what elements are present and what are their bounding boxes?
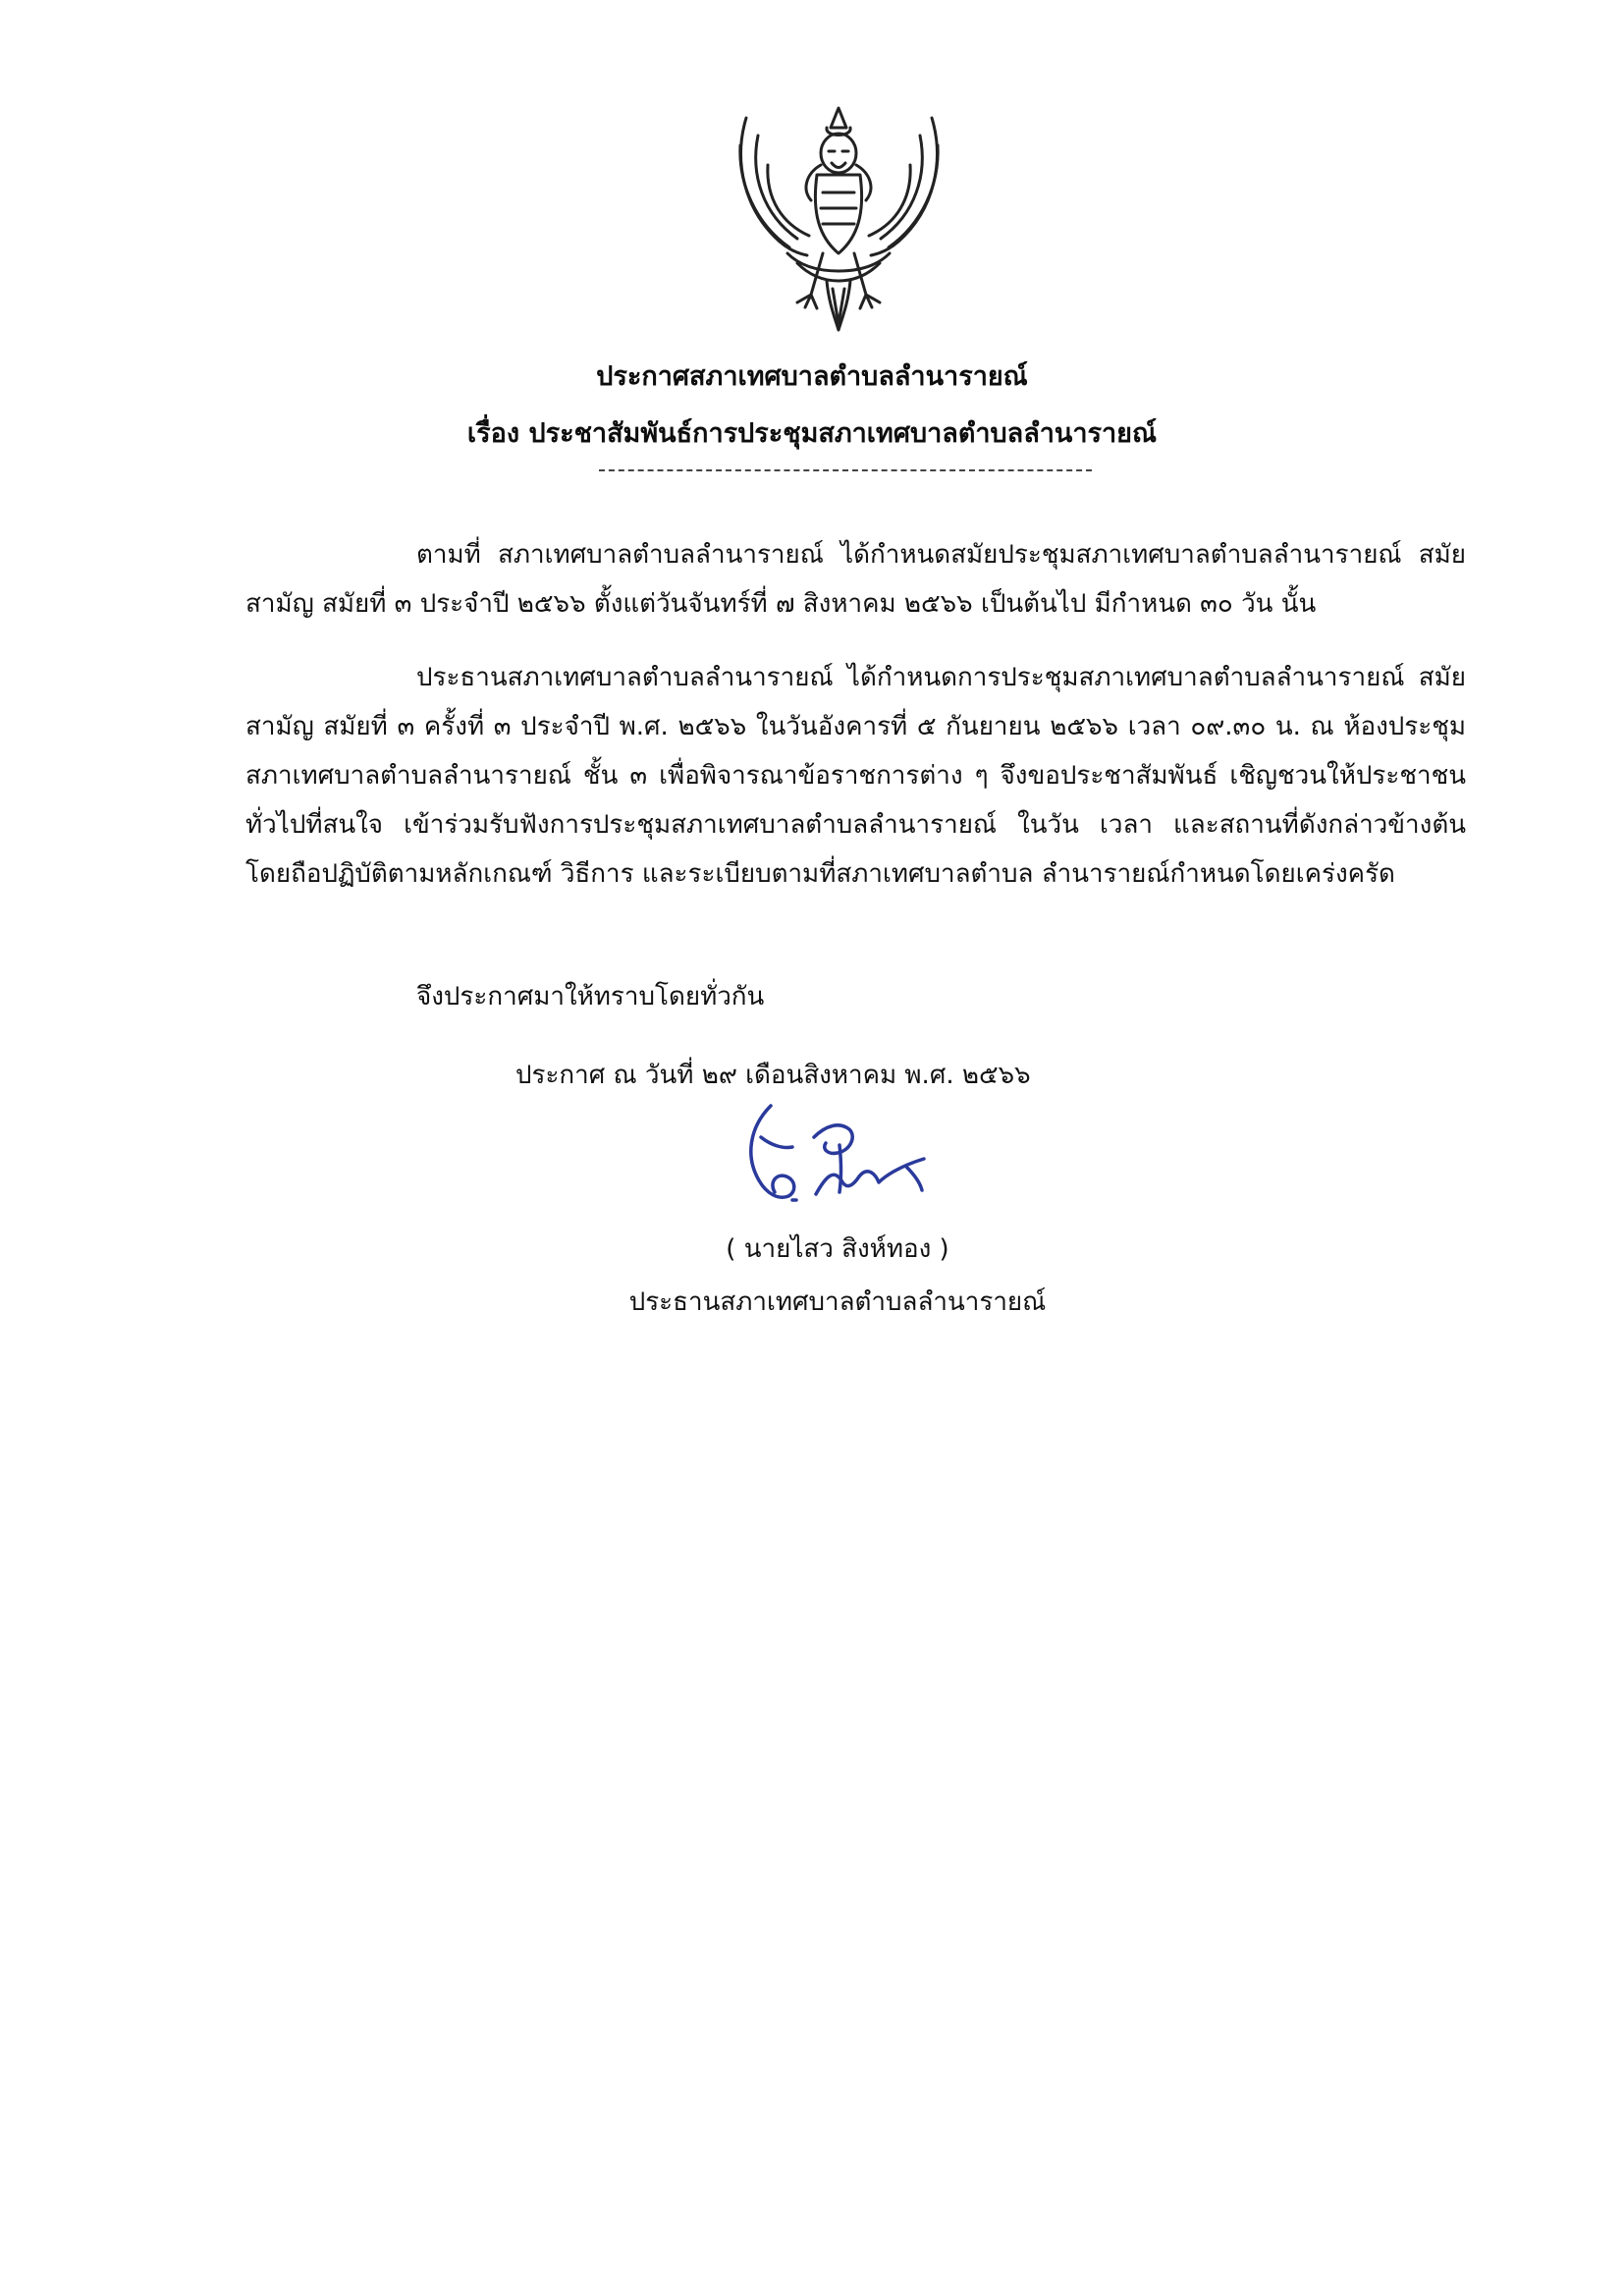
signatory-position: ประธานสภาเทศบาลตำบลลำนารายณ์ — [628, 1287, 1047, 1317]
paragraph-meeting-details: ประธานสภาเทศบาลตำบลลำนารายณ์ ได้กำหนดการประชุมสภาเทศบาลตำบลลำนารายณ์ สมัยสามัญ สมัยที่ ๓ ครั้งที่ ๓ ประจำปี พ.ศ. ๒๕๖๖ ในวันอังคารที่ ๕ กันยายน ๒๕๖๖ เวลา ๐๙.๓๐ น. ณ ห้องประชุมสภาเทศบาลตำบลลำนารายณ์ ชั้น ๓ เพื่อพิจารณาข้อราชการต่าง ๆ จึงขอประชาสัมพันธ์ เชิญชวนให้ประชาชนทั่วไปที่สนใจ เข้าร่วมรับฟังการประชุมสภาเทศบาลตำบลลำนารายณ์ ในวัน เวลา และสถานที่ดังกล่าวข้างต้น โดยถือปฏิบัติตามหลักเกณฑ์ วิธีการ และระเบียบตามที่สภาเทศบาลตำบล ลำนารายณ์กำหนดโดยเคร่งครัด — [245, 663, 1466, 889]
title-divider — [599, 469, 1092, 471]
announcement-subject: เรื่อง ประชาสัมพันธ์การประชุมสภาเทศบาลตำบลลำนารายณ์ — [466, 418, 1158, 449]
garuda-emblem-icon — [729, 106, 949, 337]
signature-icon — [731, 1098, 947, 1216]
signatory-name: ( นายไสว สิงห์ทอง ) — [726, 1234, 949, 1264]
paragraph-background: ตามที่ สภาเทศบาลตำบลลำนารายณ์ ได้กำหนดสมัยประชุมสภาเทศบาลตำบลลำนารายณ์ สมัยสามัญ สมัยที่ ๓ ประจำปี ๒๕๖๖ ตั้งแต่วันจันทร์ที่ ๗ สิงหาคม ๒๕๖๖ เป็นต้นไป มีกำหนด ๓๐ วัน นั้น — [245, 540, 1466, 619]
announcement-title: ประกาศสภาเทศบาลตำบลลำนารายณ์ — [596, 361, 1028, 392]
paragraph-closing: จึงประกาศมาให้ทราบโดยทั่วกัน — [416, 982, 765, 1011]
announcement-dateline: ประกาศ ณ วันที่ ๒๙ เดือนสิงหาคม พ.ศ. ๒๕๖๖ — [515, 1061, 1031, 1090]
